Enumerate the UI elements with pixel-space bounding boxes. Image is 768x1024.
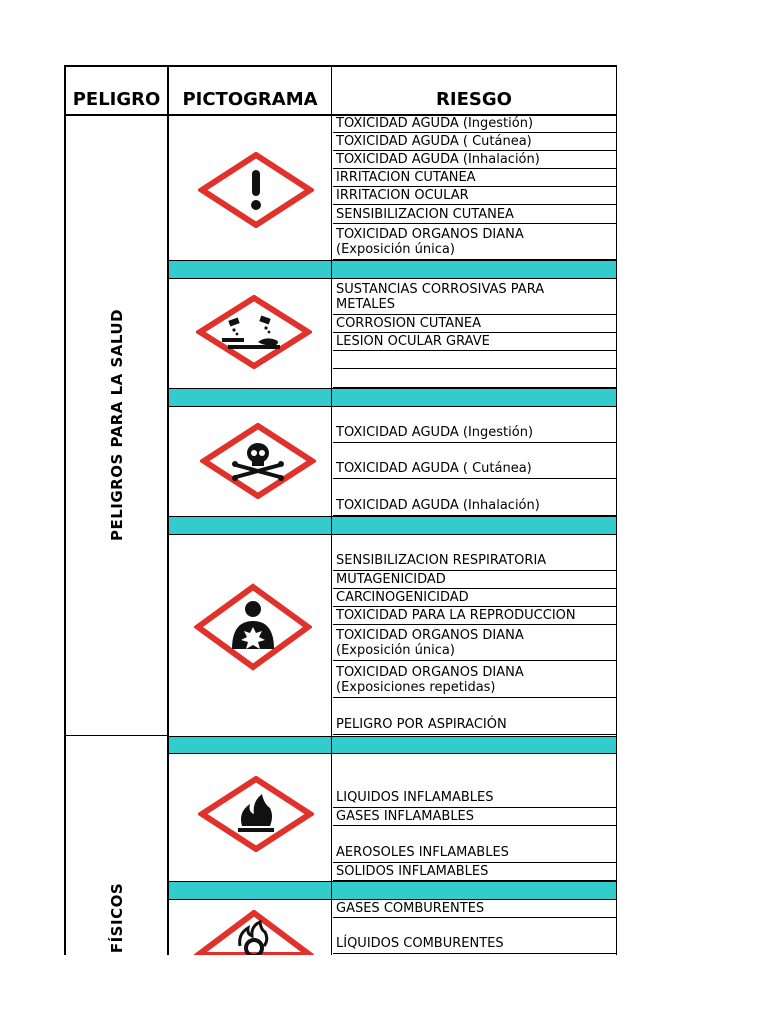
risk-row: TOXICIDAD AGUDA ( Cutánea) <box>333 133 616 151</box>
risk-row: TOXICIDAD AGUDA (Inhalación) <box>333 479 616 516</box>
risk-row: GASES COMBURENTES <box>333 900 616 918</box>
group-divider <box>64 735 168 736</box>
separator-band <box>169 881 616 900</box>
band-divider <box>331 516 332 535</box>
col-divider-2 <box>331 65 332 955</box>
band-divider <box>331 388 332 407</box>
band-divider <box>331 736 332 754</box>
header-riesgo: RIESGO <box>436 89 512 110</box>
flame-icon <box>198 776 314 852</box>
risk-row: TOXICIDAD AGUDA (Ingestión) <box>333 407 616 443</box>
risk-row <box>333 351 616 369</box>
risk-row: SUSTANCIAS CORROSIVAS PARA METALES <box>333 279 616 315</box>
risk-row: PELIGRO POR ASPIRACIÓN <box>333 698 616 735</box>
risk-row: IRRITACION CUTANEA <box>333 169 616 187</box>
header-pictograma: PICTOGRAMA <box>182 89 318 110</box>
left-border <box>64 65 66 955</box>
separator-band <box>169 260 616 279</box>
risk-row: LIQUIDOS INFLAMABLES <box>333 754 616 808</box>
risk-row: IRRITACION OCULAR <box>333 187 616 205</box>
risk-row: TOXICIDAD ORGANOS DIANA (Exposición única) <box>333 224 616 260</box>
risk-row: TOXICIDAD AGUDA (Inhalación) <box>333 151 616 169</box>
group-label-salud: PELIGROS PARA LA SALUD <box>108 308 126 542</box>
risk-row: CORROSION CUTANEA <box>333 315 616 333</box>
risk-row: TOXICIDAD PARA LA REPRODUCCION <box>333 607 616 625</box>
health-hazard-icon <box>194 583 312 671</box>
risk-row: CARCINOGENICIDAD <box>333 589 616 607</box>
risk-row: LÍQUIDOS COMBURENTES <box>333 918 616 954</box>
separator-band <box>169 516 616 535</box>
right-border <box>616 65 617 955</box>
risk-row: AEROSOLES INFLAMABLES <box>333 826 616 863</box>
risk-row: SOLIDOS INFLAMABLES <box>333 863 616 881</box>
group-label-fisicos: FÍSICOS <box>108 882 126 954</box>
corrosion-icon <box>196 295 312 369</box>
risk-row: TOXICIDAD ORGANOS DIANA (Exposición única) <box>333 625 616 661</box>
skull-crossbones-icon <box>200 423 316 499</box>
separator-band <box>169 736 616 754</box>
risk-row: SENSIBILIZACION RESPIRATORIA <box>333 535 616 571</box>
risk-row: TOXICIDAD AGUDA ( Cutánea) <box>333 443 616 479</box>
risk-row: LESION OCULAR GRAVE <box>333 333 616 351</box>
risk-row: GASES INFLAMABLES <box>333 808 616 826</box>
exclamation-mark-icon <box>198 152 314 228</box>
risk-row: TOXICIDAD ORGANOS DIANA (Exposiciones repetidas) <box>333 661 616 698</box>
band-divider <box>331 260 332 279</box>
risk-row: SENSIBILIZACION CUTANEA <box>333 205 616 224</box>
risk-row: TOXICIDAD AGUDA (Ingestión) <box>333 115 616 133</box>
col-divider-1 <box>167 65 169 955</box>
separator-band <box>169 388 616 407</box>
risk-row: MUTAGENICIDAD <box>333 571 616 589</box>
flame-over-circle-icon <box>194 910 314 955</box>
header-peligro: PELIGRO <box>72 89 161 110</box>
risk-row <box>333 369 616 388</box>
band-divider <box>331 881 332 900</box>
